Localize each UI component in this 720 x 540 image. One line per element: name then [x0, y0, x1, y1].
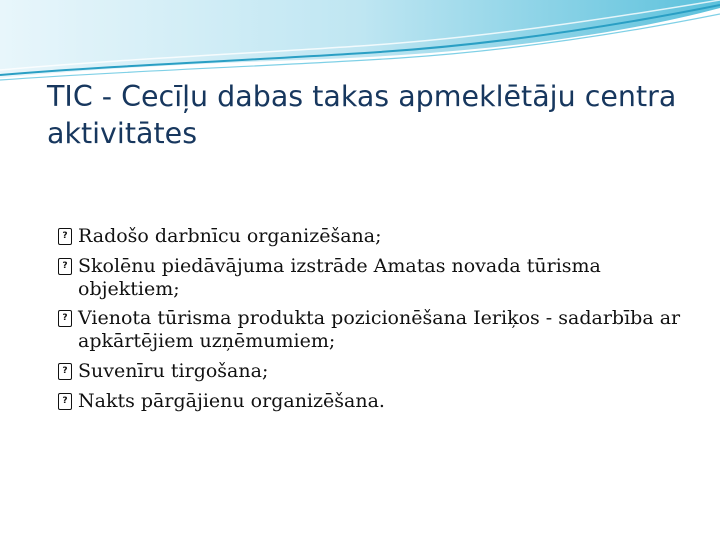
list-item	[58, 255, 698, 301]
bullet-text: Nakts pārgājienu organizēšana.	[78, 389, 385, 412]
decorative-wave-header	[0, 0, 720, 90]
bullet-text: Radošo darbnīcu organizēšana;	[78, 225, 382, 247]
list-item	[58, 307, 698, 353]
missing-glyph-icon: ?	[58, 363, 72, 380]
bullet-text: Vienota tūrisma produkta pozicionēšana Ieriķos - sadarbība ar apkārtējiem uzņēmumiem;	[78, 307, 681, 353]
slide-title: TIC - Cecīļu dabas takas apmeklētāju centra aktivitātes	[47, 80, 677, 151]
bullet-list	[58, 225, 698, 420]
missing-glyph-icon: ?	[58, 393, 72, 410]
bullet-text: Suvenīru tirgošana;	[78, 359, 269, 382]
missing-glyph-icon: ?	[58, 310, 72, 327]
list-item	[58, 360, 698, 383]
bullet-text: Skolēnu piedāvājuma izstrāde Amatas novada tūrisma objektiem;	[78, 254, 601, 300]
missing-glyph-icon: ?	[58, 228, 72, 245]
missing-glyph-icon: ?	[58, 258, 72, 275]
list-item	[58, 225, 698, 248]
list-item	[58, 390, 698, 413]
